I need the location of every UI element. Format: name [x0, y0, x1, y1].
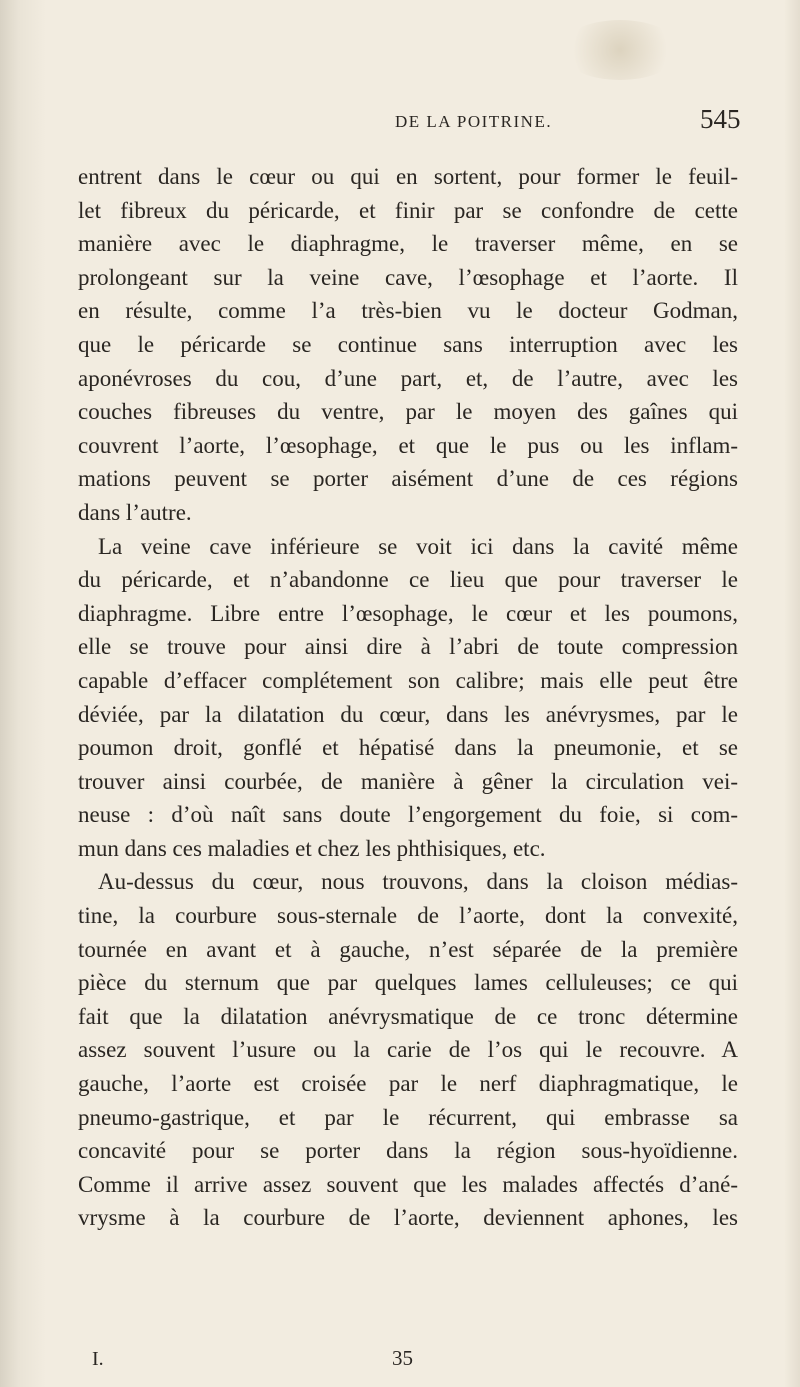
text-line: concavité pour se porter dans la région sous-hyoïdienne. [78, 1138, 738, 1164]
signature-mark: I. [92, 1348, 104, 1370]
text-line: gauche, l’aorte est croisée par le nerf diaphragmatique, le [78, 1071, 738, 1097]
text-line: pneumo-gastrique, et par le récurrent, qui embrasse sa [78, 1104, 738, 1130]
text-line: pièce du sternum que par quelques lames celluleuses; ce qui [78, 970, 738, 996]
text-line: que le péricarde se continue sans interruption avec les [78, 331, 738, 357]
text-line: déviée, par la dilatation du cœur, dans les anévrysmes, par le [78, 701, 738, 727]
text-line: mations peuvent se porter aisément d’une de ces régions [78, 466, 738, 492]
text-line: vrysme à la courbure de l’aorte, deviennent aphones, les [78, 1205, 738, 1231]
text-line: Au-dessus du cœur, nous trouvons, dans la cloison médias- [98, 869, 738, 895]
text-line: dans l’autre. [78, 499, 192, 525]
text-line: couvrent l’aorte, l’œsophage, et que le pus ou les inflam- [78, 432, 738, 458]
left-page-edge-shadow [0, 0, 46, 1387]
text-line: assez souvent l’usure ou la carie de l’os qui le recouvre. A [78, 1037, 738, 1063]
text-line: en résulte, comme l’a très-bien vu le docteur Godman, [78, 298, 738, 324]
text-line: Comme il arrive assez souvent que les malades affectés d’ané- [78, 1171, 738, 1197]
text-line: tournée en avant et à gauche, n’est séparée de la première [78, 936, 738, 962]
text-line: manière avec le diaphragme, le traverser même, en se [78, 231, 738, 257]
body-text [78, 160, 738, 1235]
text-line: elle se trouve pour ainsi dire à l’abri de toute compression [78, 634, 738, 660]
running-head [0, 104, 800, 148]
text-line: neuse : d’où naît sans doute l’engorgement du foie, si com- [78, 802, 738, 828]
text-line: let fibreux du péricarde, et finir par se confondre de cette [78, 197, 738, 223]
text-line: couches fibreuses du ventre, par le moyen des gaînes qui [78, 399, 738, 425]
text-line: poumon droit, gonflé et hépatisé dans la pneumonie, et se [78, 735, 738, 761]
text-line: entrent dans le cœur ou qui en sortent, pour former le feuil- [78, 164, 738, 189]
text-line: prolongeant sur la veine cave, l’œsophage et l’aorte. Il [78, 264, 738, 290]
running-title: DE LA POITRINE. [395, 112, 553, 131]
paper-stain [560, 20, 680, 80]
text-line: mun dans ces maladies et chez les phthisiques, etc. [78, 835, 546, 861]
text-line: La veine cave inférieure se voit ici dans la cavité même [98, 533, 738, 559]
text-line: fait que la dilatation anévrysmatique de ce tronc détermine [78, 1003, 738, 1029]
page-number: 545 [700, 104, 741, 134]
text-line: tine, la courbure sous-sternale de l’aorte, dont la convexité, [78, 903, 738, 929]
text-line: du péricarde, et n’abandonne ce lieu que pour traverser le [78, 567, 738, 593]
text-line: diaphragme. Libre entre l’œsophage, le cœur et les poumons, [78, 600, 738, 626]
right-page-edge-shadow [784, 0, 800, 1387]
text-line: aponévroses du cou, d’une part, et, de l’autre, avec les [78, 365, 738, 391]
text-line: trouver ainsi courbée, de manière à gêner la circulation vei- [78, 768, 738, 794]
page-footer [0, 1348, 800, 1378]
text-line: capable d’effacer complétement son calibre; mais elle peut être [78, 667, 738, 693]
sheet-number: 35 [392, 1346, 413, 1370]
